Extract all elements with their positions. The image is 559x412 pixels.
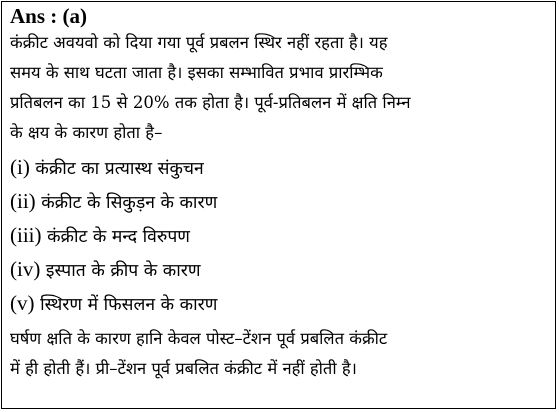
list-item	[10, 286, 547, 320]
footer-paragraph	[10, 324, 547, 384]
list-item-text: कंक्रीट का प्रत्यास्थ संकुचन	[35, 159, 204, 179]
list-item-number: (v)	[10, 291, 35, 315]
list-item	[10, 218, 547, 252]
footer-line: में ही होती हैं। प्री–टेंशन पूर्व प्रबलित कंक्रीट में नहीं होती है।	[10, 359, 357, 378]
list-item-number: (iii)	[10, 223, 42, 247]
list-item-number: (ii)	[10, 189, 36, 213]
answer-heading: Ans : (a)	[10, 4, 87, 28]
intro-paragraph	[10, 28, 547, 148]
answer-box	[1, 1, 556, 409]
intro-line: प्रतिबलन का 15 से 20% तक होता है। पूर्व-प्रतिबलन में क्षति निम्न	[10, 93, 411, 112]
intro-line: समय के साथ घटता जाता है। इसका सम्भावित प्रभाव प्रारम्भिक	[10, 63, 383, 82]
list-item-text: स्थिरण में फिसलन के कारण	[40, 295, 218, 315]
list-item-text: कंक्रीट के सिकुड़न के कारण	[41, 193, 218, 213]
list-item-number: (iv)	[10, 257, 41, 281]
list-item	[10, 184, 547, 218]
list-item	[10, 252, 547, 286]
list-item-number: (i)	[10, 155, 30, 179]
list-item-text: कंक्रीट के मन्द विरुपण	[47, 227, 190, 247]
list-item-text: इस्पात के क्रीप के कारण	[45, 261, 201, 281]
list-item	[10, 150, 547, 184]
cause-list	[10, 150, 547, 320]
intro-line: कंक्रीट अवयवो को दिया गया पूर्व प्रबलन स्थिर नहीं रहता है। यह	[10, 33, 388, 52]
intro-line: के क्षय के कारण होता है–	[10, 123, 163, 142]
footer-line: घर्षण क्षति के कारण हानि केवल पोस्ट–टेंशन पूर्व प्रबलित कंक्रीट	[10, 329, 388, 348]
